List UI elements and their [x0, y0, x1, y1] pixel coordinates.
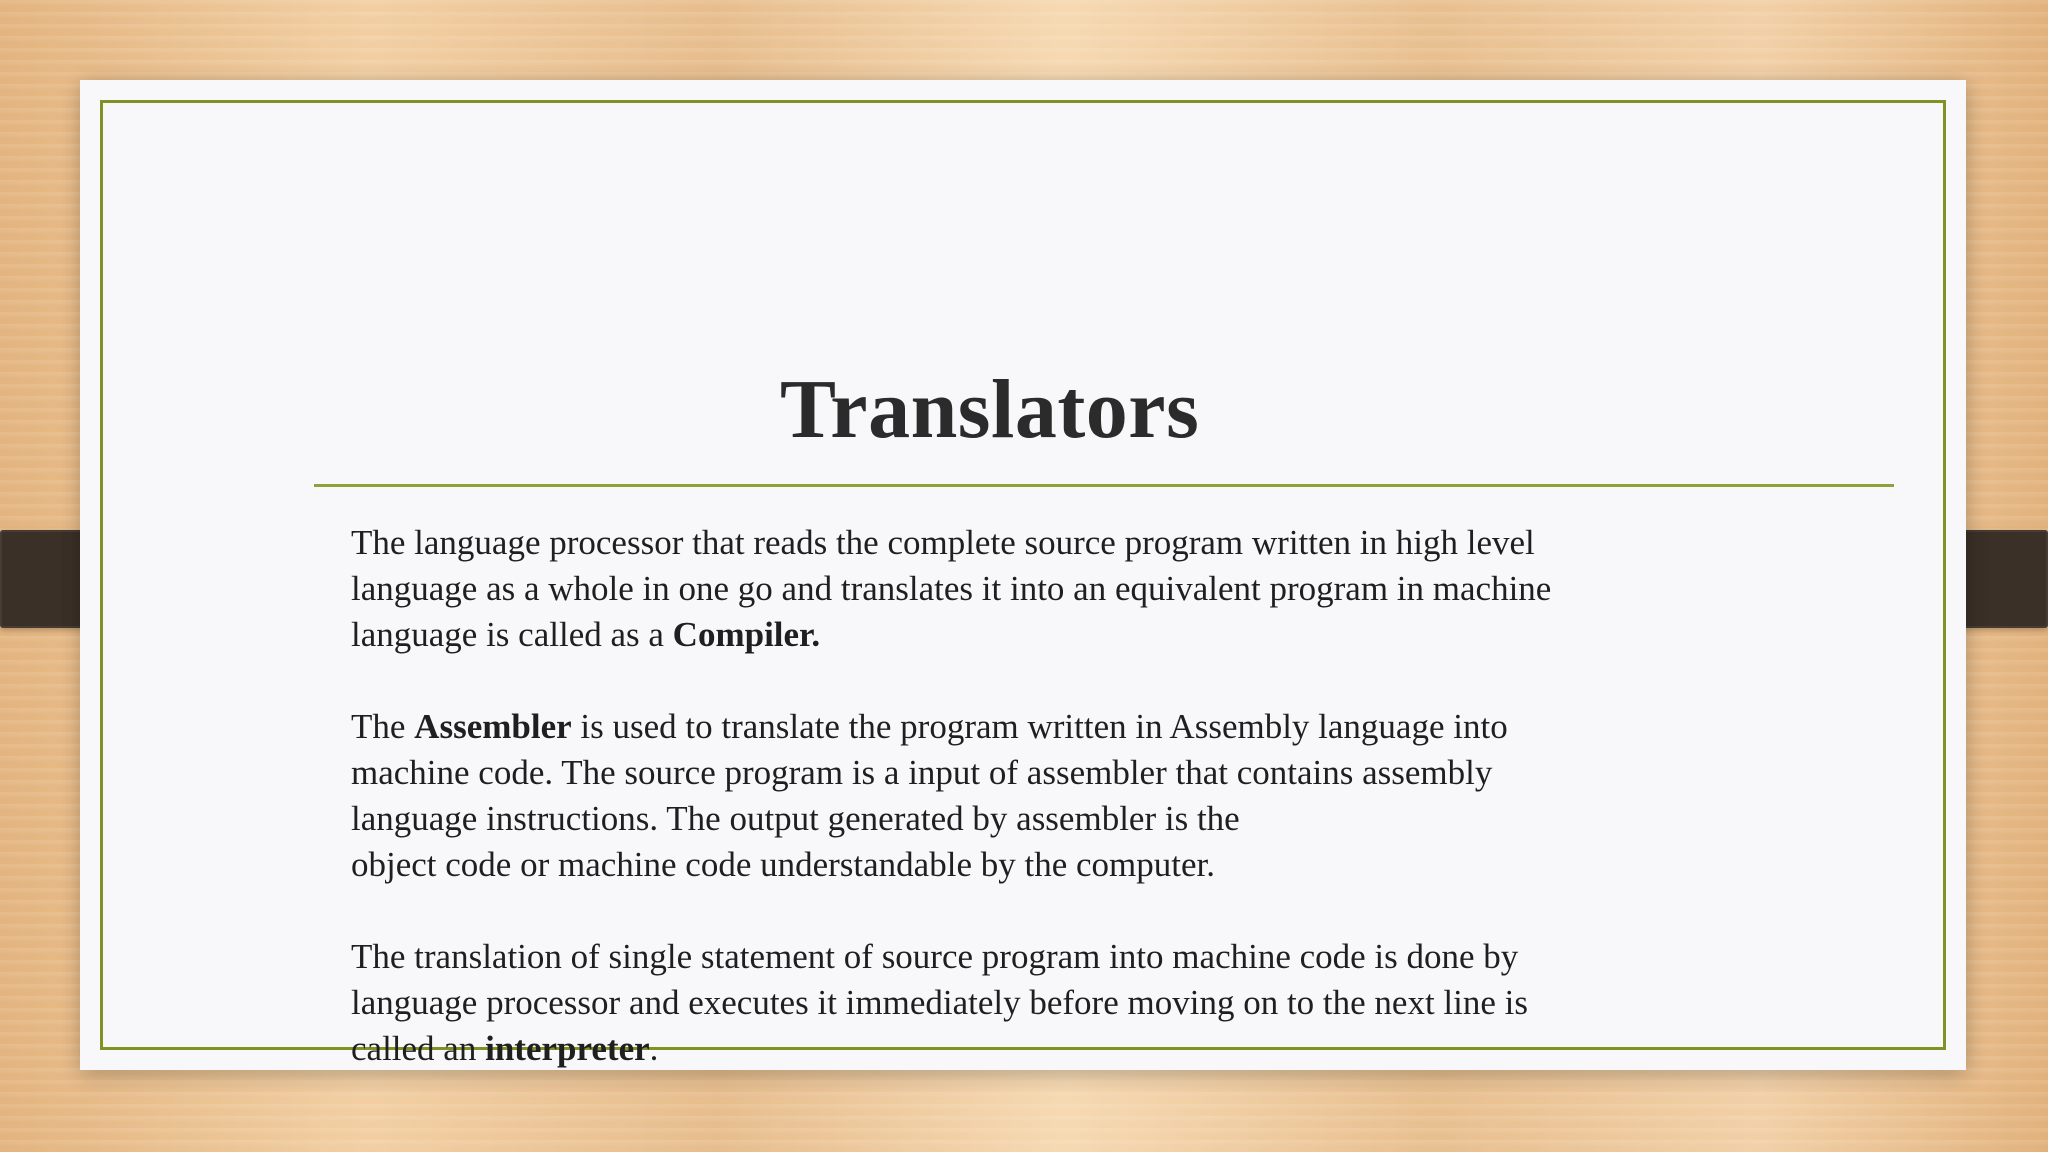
- paragraph-assembler: [351, 704, 1911, 888]
- text-run: .: [649, 1029, 659, 1068]
- term-compiler: Compiler.: [672, 615, 821, 654]
- slide: [80, 80, 1966, 1070]
- paragraph-line: [351, 520, 1911, 566]
- term-assembler: Assembler: [414, 707, 572, 746]
- text-run: The language processor that reads the complete source program written in high level: [351, 523, 1535, 562]
- text-run: language processor and executes it immediately before moving on to the next line is: [351, 983, 1529, 1022]
- slide-content: [351, 520, 1911, 1072]
- text-run: language is called as a: [351, 615, 673, 654]
- paragraph-line: [351, 704, 1911, 750]
- paragraph-line: [351, 612, 1911, 658]
- term-interpreter: interpreter: [485, 1029, 650, 1068]
- paragraph-line: [351, 566, 1911, 612]
- paragraph-line: [351, 750, 1911, 796]
- paragraph-line: [351, 980, 1911, 1026]
- paragraph-line: [351, 796, 1911, 842]
- text-run: object code or machine code understandable by the computer.: [351, 845, 1215, 884]
- text-run: The: [351, 707, 415, 746]
- text-run: language instructions. The output generated by assembler is the: [351, 799, 1240, 838]
- text-run: is used to translate the program written in Assembly language into: [571, 707, 1508, 746]
- paragraph-interpreter: [351, 934, 1911, 1072]
- text-run: called an: [351, 1029, 486, 1068]
- text-run: language as a whole in one go and translates it into an equivalent program in machine: [351, 569, 1552, 608]
- title-divider: [314, 484, 1894, 487]
- slide-title: Translators: [780, 363, 1200, 456]
- paragraph-line: [351, 1026, 1911, 1072]
- paragraph-line: [351, 842, 1911, 888]
- text-run: The translation of single statement of source program into machine code is done by: [351, 937, 1519, 976]
- paragraph-compiler: [351, 520, 1911, 658]
- paragraph-line: [351, 934, 1911, 980]
- text-run: machine code. The source program is a input of assembler that contains assembly: [351, 753, 1493, 792]
